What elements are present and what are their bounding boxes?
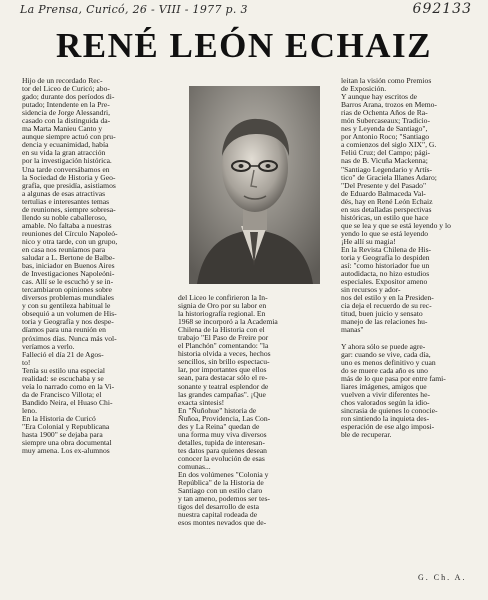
text-line: una forma muy viva diversos	[178, 430, 267, 439]
text-line: to!	[22, 358, 31, 367]
text-line: exacta síntesis!	[178, 398, 225, 407]
text-line: nas de B. Vicuña Mackenna;	[341, 157, 428, 166]
text-line: chos valorados según la idio-	[341, 398, 430, 407]
text-line: sencillos, sin brillo espectacu-	[178, 358, 270, 367]
text-line: cas. Allí se le escuchó y se in-	[22, 278, 114, 287]
text-line: En la Historia de Curicó	[22, 414, 96, 423]
text-line: de Eduardo Balmaceda Val-	[341, 189, 426, 198]
text-line: tes datos para quienes desean	[178, 446, 267, 455]
text-line: a comienzos del siglo XIX", G.	[341, 141, 437, 150]
text-line: nico y otra tarde, con un grupo,	[22, 237, 118, 246]
text-line: veríamos a verlo.	[22, 342, 75, 351]
text-line: de Investigaciones Napoleóni-	[22, 270, 115, 279]
text-line: casado con la distinguida da-	[22, 117, 111, 126]
text-line: así: "como historiador fue un	[341, 262, 430, 271]
text-line: a algunas de esas atractivas	[22, 189, 106, 198]
text-line: Santiago con un estilo claro	[178, 487, 263, 496]
text-line: ma Marta Manieu Canto y	[22, 125, 103, 134]
text-line: llendo su noble caballeroso,	[22, 213, 107, 222]
text-line: ble de recuperar.	[341, 431, 392, 440]
text-line: En dos volúmenes "Colonia y	[178, 471, 269, 480]
text-line: historia olvida a veces, hechos	[178, 350, 271, 359]
text-line: amable. No faltaba a nuestras	[22, 221, 112, 230]
portrait-image	[189, 86, 320, 284]
text-line: gado; durante dos períodos di-	[22, 93, 115, 102]
text-line: Barros Arana, trozos en Memo-	[341, 101, 437, 110]
text-line: próximos días. Nunca más vol-	[22, 334, 117, 343]
text-line: por Antonio Roco; "Santiago	[341, 133, 430, 142]
text-line: titud, buen juicio y sensato	[341, 310, 423, 319]
text-line: más de lo que pasa por entre fami-	[341, 374, 446, 383]
text-line: vuelven a vivir diferentes he-	[341, 390, 430, 399]
text-line: "Del Presente y del Pasado"	[341, 181, 427, 190]
text-line: detalles, tupida de interesan-	[178, 438, 265, 447]
text-line: leitan la visión como Premios	[341, 77, 432, 85]
text-line: manas"	[341, 326, 364, 335]
text-line: lar, por importantes que ellos	[178, 366, 267, 375]
text-line: siempre una obra documental	[22, 439, 112, 448]
text-line: uno es menos definitivo y cuan	[341, 358, 436, 367]
text-line: "Era Colonial y Republicana	[22, 423, 110, 432]
text-line: hasta 1900" se dejaba para	[22, 431, 103, 440]
text-line: Hijo de un recordado Rec-	[22, 77, 103, 85]
text-line: 1968 se incorporó a la Academia	[178, 318, 278, 327]
text-line: Una tarde conversábamos en	[22, 165, 110, 174]
author-signature: G. Ch. A.	[418, 573, 467, 582]
text-line: Y aunque hay escritos de	[341, 93, 418, 102]
text-line: Feliú Cruz; del Campo; pági-	[341, 149, 431, 158]
text-line: aunque siempre actuó con pru-	[22, 133, 116, 142]
text-line: esperación de ese algo imposi-	[341, 423, 435, 432]
text-line: Y ahora sólo se puede agre-	[341, 342, 426, 351]
text-line: la Sociedad de Historia y Geo-	[22, 173, 116, 182]
text-line: "Santiago Legendario y Artís-	[341, 165, 433, 174]
text-line: de Exposición.	[341, 85, 387, 94]
text-line: saludar a L. Bertone de Balbe-	[22, 254, 115, 263]
text-line: signia de Oro por su labor en	[178, 302, 267, 311]
text-line: manejo de las relaciones hu-	[341, 318, 428, 327]
text-line: tertulias e interesantes temas	[22, 197, 110, 206]
handwritten-source-note: La Prensa, Curicó, 26 - VIII - 1977 p. 3	[20, 3, 248, 16]
text-line: ron sintiendo la inquieta des-	[341, 414, 430, 423]
text-line: liares imágenes, amigos que	[341, 382, 427, 391]
text-line: especiales. Expositor ameno	[341, 278, 428, 287]
text-line: do se muere cada año es uno	[341, 366, 428, 375]
text-line: comunas...	[178, 462, 211, 471]
text-line: dés, hay en René León Echaiz	[341, 197, 433, 206]
text-line: putado; Intendente en la Pre-	[22, 101, 110, 110]
portrait-photo	[189, 86, 320, 284]
text-line: toria y Geografía y nos despe-	[22, 318, 114, 327]
text-line: sin recursos y ador-	[341, 286, 401, 295]
text-line: yendo lo que se está leyendo	[341, 229, 429, 238]
text-line: da de Francisco Villota; el	[22, 390, 102, 399]
text-line: gar: cuando se vive, cada día,	[341, 350, 431, 359]
text-line: en sus detalladas perspectivas	[341, 205, 432, 214]
text-line: sincrasia de quienes lo conocie-	[341, 406, 438, 415]
text-line: sidencia de Jorge Alessandri,	[22, 109, 111, 118]
text-line: Falleció el día 21 de Agos-	[22, 350, 104, 359]
text-line: bas, iniciador en Buenos Aires	[22, 262, 115, 271]
text-line	[341, 335, 477, 343]
text-line: grafía, que presidía, asistiamos	[22, 181, 116, 190]
text-line: tico" de Graciela Illanes Adaro;	[341, 173, 437, 182]
text-line: cia deja el recuerdo de su rec-	[341, 302, 432, 311]
text-line: En la Revista Chilena de His-	[341, 245, 432, 254]
text-line: tercambiaron opiniones sobre	[22, 286, 112, 295]
text-line: históricas, un estilo que hace	[341, 213, 429, 222]
text-line: Tenía su estilo una especial	[22, 366, 105, 375]
text-line: Ñuñoa, Providencia, Las Con-	[178, 414, 271, 423]
text-line: Bandido Neira, el Huaso Chi-	[22, 398, 113, 407]
text-line: diversos problemas mundiales	[22, 294, 114, 303]
text-line: dencia y ecuanimidad, había	[22, 141, 109, 150]
text-line: tor del Liceo de Curicó; abo-	[22, 85, 110, 94]
text-line: reuniones del Círculo Napoleó-	[22, 229, 118, 238]
text-line: nuestra capital rodeada de	[178, 511, 258, 520]
text-line: el Planchón" comentando: "la	[178, 342, 269, 351]
text-line: la historiografía regional. En	[178, 310, 266, 319]
text-line: sonante y teatral esplendor de	[178, 382, 269, 391]
text-line: nos del estilo y en la Presiden-	[341, 294, 434, 303]
text-line: las grandes campañas". ¡Que	[178, 390, 266, 399]
text-line: esos montes nevados que de-	[178, 519, 267, 528]
text-line: obsequió a un volumen de His-	[22, 310, 117, 319]
text-line: díamos para una reunión en	[22, 326, 106, 335]
text-line: rias de Ochenta Años de Ra-	[341, 109, 428, 118]
text-line: autodidacta, no hizo estudios	[341, 270, 430, 279]
text-line: trabajo "El Paso de Freire por	[178, 334, 269, 343]
text-line: tigos del desarrollo de esta	[178, 503, 259, 512]
text-line: conocer la evolución de esas	[178, 454, 265, 463]
article-column-2	[178, 294, 334, 527]
text-line: de reuniones, siempre sobresa-	[22, 205, 116, 214]
text-line: y con su gentileza habitual le	[22, 302, 111, 311]
text-line: des y La Reina" quedan de	[178, 422, 260, 431]
text-line: en su vida la gran atracción	[22, 149, 106, 158]
text-line: veía lo narrado como en la Vi-	[22, 382, 115, 391]
text-line: y tan ameno, podemos ser tes-	[178, 495, 270, 504]
text-line: ¡He allí su magia!	[341, 237, 396, 246]
handwritten-archive-number: 692133	[412, 1, 472, 17]
article-column-1	[22, 77, 172, 455]
text-line: República" de la Historia de	[178, 479, 264, 488]
text-line: Chilena de la Historia con el	[178, 326, 265, 335]
text-line: realidad: se escuchaba y se	[22, 374, 104, 383]
article-title: RENÉ LEÓN ECHAIZ	[55, 26, 433, 65]
text-line: En "Ñuñohue" historia de	[178, 406, 257, 415]
text-line: en casa nos reuníamos para	[22, 245, 106, 254]
text-line: del Liceo le confirieron la In-	[178, 294, 268, 302]
text-line: leno.	[22, 406, 37, 415]
text-line: sean, para destacar sólo el re-	[178, 374, 268, 383]
text-line: nes y Leyenda de Santiago",	[341, 125, 428, 134]
text-line: muy amena. Los ex-alumnos	[22, 447, 110, 456]
text-line: món Subercaseaux; Tradicio-	[341, 117, 431, 126]
text-line: toria y Geografía lo despiden	[341, 254, 430, 263]
text-line: por la investigación histórica.	[22, 157, 112, 166]
article-column-3	[341, 77, 477, 439]
text-line: que se lea y que se está leyendo y lo	[341, 221, 451, 230]
